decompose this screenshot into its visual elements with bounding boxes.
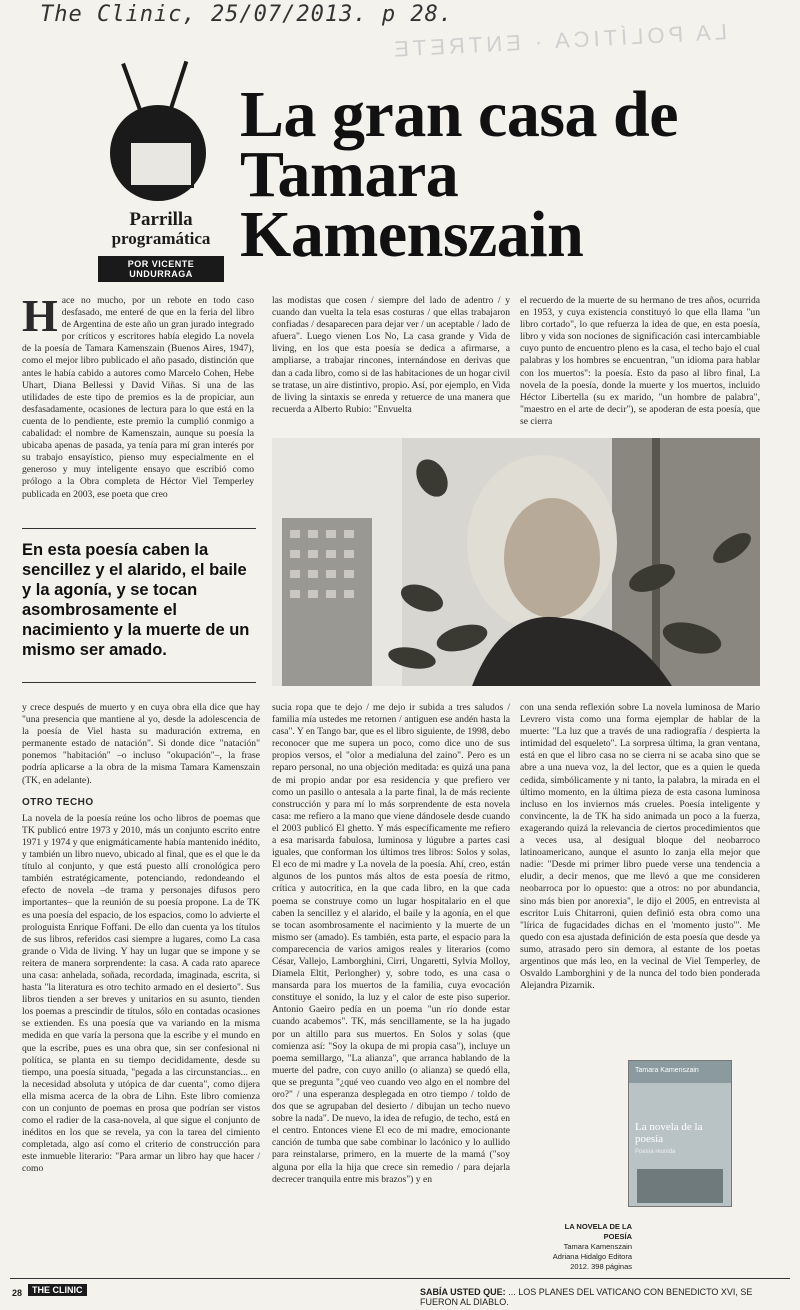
caption-title: LA NOVELA DE LA POESÍA (564, 1222, 632, 1241)
book-caption (540, 1222, 632, 1272)
pull-quote: En esta poesía caben la sencillez y el alarido, el baile y la agonía, y se tocan asombrosamente el nacimiento y la muerte de un mismo ser amado. (22, 541, 250, 659)
sabia-label: SABÍA USTED QUE: (420, 1287, 506, 1297)
handwritten-note: The Clinic, 25/07/2013. p 28. (40, 2, 454, 27)
author-portrait-image (272, 438, 760, 686)
article-column-1-top (22, 295, 254, 521)
book-cover-author: Tamara Kamenszain (635, 1067, 699, 1074)
footer-divider (10, 1278, 790, 1279)
divider (22, 682, 256, 683)
subheading: OTRO TECHO (22, 796, 94, 808)
article-column-1-bottom (22, 702, 260, 1274)
antenna-icon (168, 61, 188, 114)
page-number: 28 (12, 1288, 23, 1298)
article-column-2-top: las modistas que cosen / siempre del lado de adentro / y cuando dan vuelta la tela esas costuras / que ellas trabajaron confiadas / desaparecen para dejar ver / un aceptable / lado de afuera". Luego vienen Los No, La casa grande y Vida de living, en los que esta poesía se dedica a afirmarse, a ampliarse, a trabajar rincones, internándose en derivas que dan a cada libro, como si de las habitaciones de un hogar civil se tratase, un aire distintivo, propio. Así, por ejemplo, en Vida de living la sintaxis se enreda y retuerce de una manera que recuerda a Alberto Rubio: "Envuelta (272, 295, 510, 415)
section-logo (96, 60, 226, 280)
author-photo (272, 438, 760, 686)
sabia-usted-que (420, 1287, 790, 1307)
book-cover-subtitle: Poesía reunida (635, 1149, 676, 1155)
caption-author: Tamara Kamenszain (563, 1242, 632, 1251)
section-title-2: programática (111, 229, 211, 248)
tv-screen-icon (128, 140, 194, 188)
sabia-text: ... LOS PLANES DEL VATICANO CON BENEDICTO XVI, SE FUERON AL DIABLO. (420, 1287, 753, 1307)
divider (22, 528, 256, 529)
byline: POR VICENTE UNDURRAGA (98, 256, 224, 282)
article-text: ace no mucho, por un rebote en todo caso desfasado, me enteré de que en la feria del libro de Argentina de este año un gran jurado integrado por críticos y escritores había elegido La novela de la poesía de Tamara Kamenszain (Buenos Aires, 1947), como el mejor libro publicado el año pasado, distinción que antes le había cabido a autores como Marcelo Cohen, Hebe Uhart, Diana Bellessi y David Viñas. Si una de las utilidades de este tipo de premios es la de propiciar, aun desfasadamente, ocasiones de lectura para lo que está en la cuenta de lo pendiente, este premio la cumplió conmigo a cabalidad: el nombre de Kamenszain, aunque su poesía la ubicaba apenas de pasada, ya tenía para mí gran interés por su trabajo ensayístico, pienso muy especialmente en el generoso y muy inteligente ensayo que escribió como prólogo a la Obra completa de Héctor Viel Temperley publicada en 2003, ese poeta que creo (22, 295, 254, 500)
bleed-through-text: LA POLÍTICA · ENTRETE (389, 19, 728, 62)
book-cover-title: La novela de la poesía (635, 1121, 703, 1145)
headline: La gran casa de Tamara Kamenszain (240, 78, 678, 271)
article-column-3-bottom: con una senda reflexión sobre La novela luminosa de Mario Levrero vista como una forma ejemplar de hablar de la muerte: "La luz que a través de una radiografía / despierta la intimidad del esqueleto". La sorpresa última, la gran ventana, está en que el libro casa no se cierra ni se acaba sino que se abre a una nueva voz, la del lector, que es a quien le queda cedida, simbólicamente y ni tanto, la palabra, la mirada en el último momento, en la última pieza de esta casona luminosa incluso en los inviernos más crueles. Poesía inteligente y convincente, la de TK ha sido animada un poco a la fuerza, exagerando quizá la relevancia de ciertos procedimientos que a veces usa, al desigual bloque del neobarroco latinoamericano, aunque el asunto lo zanja ella mejor que nadie: "Desde mi primer libro puede verse una tendencia a eludir, a decir menos, que me llevó a que me consideren neobarroca por lo opuesto: que a otros: no por abundancia, sino más bien por anorexia", le dijo el 2005, en entrevista al escritor Luis Chitarroni, quien definió esta obra como una "lírica de fugacidades dichas en el 'momento justo'". Me quedo con esa ajustada definición de esta poesía que desde ya sumo, atrasado pero sin demora, al estante de los poetas argentinos que más leo, en la vecinal de Viel Temperley, de Osvaldo Lamborghini y de la nunca del todo bien ponderada Alejandra Pizarnik. (520, 702, 760, 992)
article-text: y crece después de muerto y en cuya obra ella dice que hay "una presencia que mantiene al yo, desde la adolescencia de la poesía de Viel hasta su maduración extrema, en permanente estado de natación". Si donde dice "natación" ponemos "habitación" –o incluso "okupación"–, la frase podría aplicarse a la obra de la misma Tamara Kamenszain (TK, en adelante). (22, 702, 260, 786)
caption-publisher: Adriana Hidalgo Editora (552, 1252, 632, 1261)
section-title: Parrilla (129, 209, 193, 230)
drop-cap: H (22, 295, 58, 341)
book-cover-illustration (637, 1169, 723, 1203)
article-column-2-bottom: sucia ropa que te dejo / me dejo ir subida a tres saludos / familia mía ustedes me retornen / antiguen ese andén hasta la casa". Y en Tango bar, que es el libro siguiente, de 1998, debo reconocer que me supera un poco, como dice uno de sus propios versos, el "olor a medialuna del zaino". Pero es un reparo personal, no una objeción meditada: es quizá una pana de mi propio andar por esa residencia y que prefiero ver como un pasillo o antesala a la parte final, la de más reciente construcción y para mí lo más sorprendente de esta novela casa: me refiero a la mano que viene dándosele desde cuando el 2003 publicó El ghetto. Y más específicamente me refiero a esa marisarda fabulosa, luminosa y lúgubre a partes casi iguales, que conforman los últimos tres libros: Solos y solas, El eco de mi madre y La novela de la poesía. Ahí, creo, están algunos de los puntos más altos de esta poesía de ritmo, crítica y autocrítica, en la que cada libro, en la que cada poema se construye como un lugar hospitalario en el que caben la sencillez y el alarido, el baile y la agonía, en el que se tocan asombrosamente el nacimiento y la muerte de un mismo ser (amado). Es también, esta parte, el espacio para la comparecencia de varios amigos reales y literarios (como César, Vallejo, Lamborghini, Cirri, Ungaretti, Sylvia Molloy, Diamela Eltit, Perlongher) y, sobre todo, es una casa o mansarda para los muertos de la familia, cuya evocación constituye el sonido, la luz y el calor de este piso superior. Antonio Gaeiro pedía en un poema "un río donde estar cuando acabemos". TK, más sencillamente, se la ha jugado por un altillo para sus muertos. En Solos y solas (que comienza así: "Soy la okupa de mi propia casa"), incluye un poema semillargo, "La alianza", que arranca hablando de la muerte del padre, con cuyo anillo (o alianza) se quedó ella, que se pregunta "¿qué veo cuando veo algo en el nombre del oro?" / una esperanza desplegada en otro tiempo / toldo de dos que se agrupaban del desierto / dibujan un techo nuevo sobre la nada". De nuevo, la idea de refugio, de techo, está en el centro. Entonces viene El eco de mi madre, emocionante canción de tumba que sabe combinar lo lacónico y lo aullido para reinstalarse, primero, en la muerte de la mamá ("soy alguna por ella la hija que crece sin remedio / para dejarla decrecer tranquila entre mis brazos") y en (272, 702, 510, 1185)
book-cover-image (628, 1060, 732, 1207)
masthead-logo: THE CLINIC (28, 1284, 87, 1296)
caption-details: 2012. 398 páginas (570, 1262, 632, 1271)
antenna-icon (121, 63, 143, 113)
article-column-3-top: el recuerdo de la muerte de su hermano de tres años, ocurrida en 1953, y cuya existencia constituyó lo que ella llama "un libro cortado", lo que refuerza la idea de que, en esta poesía, libro y vida son nociones de significación casi intercambiable cuyo punto de encuentro pleno es la casa, el techo bajo el cual palabras y los hombres se encuentran, "un idioma para hablar con los muertos": la poesía. Esto da paso al libro final, La novela de la poesía, donde la muerte y los muertos, incluido Héctor Libertella (su ex marido, "un hombre de palabra", "maestro en el arte de decir"), se apoderan de esta poesía, que se cierra (520, 295, 760, 427)
article-text: La novela de la poesía reúne los ocho libros de poemas que TK publicó entre 1973 y 2010, más un conjunto escrito entre 1971 y 1974 y que enigmáticamente había mantenido inédito, y también un libro nuevo, ubicado al final, que es el que le da título al conjunto, y que está puesto allí cronológica pero también estratégicamente, potenciando, redondeando el efecto de novela –de trama y personajes difusos pero importantes– que la reunión de su poesía propone. La de TK es una poesía del espacio, de los espacios, como lo advierte el prologuista Enrique Foffani. De ello dan cuenta ya los títulos de sus libros, referidos casi siempre a lugares, como La casa grande o Vida de living. Y hay un lugar que se impone y se reitera de manera sorprendente: la casa. A cada rato aparece una casa: anhelada, soñada, recordada, imaginada, escrita, si hasta "la literatura es otro techito armado en el desierto". Sus libros tienden a ser breves y unitarios en su asunto, tienden los poemas a prescindir de títulos, sólo en contadas ocasiones se extienden. Es una poesía que va variando en la misma medida en que varía la persona que la escribe y el mundo en que la escribe, pues es una obra que, sin ser confesional ni política, se planta en su tiempo decididamente, desde su tiempo, una poesía situada, "pegada a las circunstancias... en la necesidad absoluta y utópica de dar cuenta", como dijera ella misma acerca de la obra de Lihn. Este libro comienza con un conjunto de poemas en prosa que podrían ser vistos como el radier de la casa-novela, al que sigue el conjunto de inéditos en los que se revela, ya con la tarea del cimiento completada, algo así como el criterio de construcción para este inmueble literario: "Para armar un libro hay que hacer / como (22, 812, 260, 1175)
